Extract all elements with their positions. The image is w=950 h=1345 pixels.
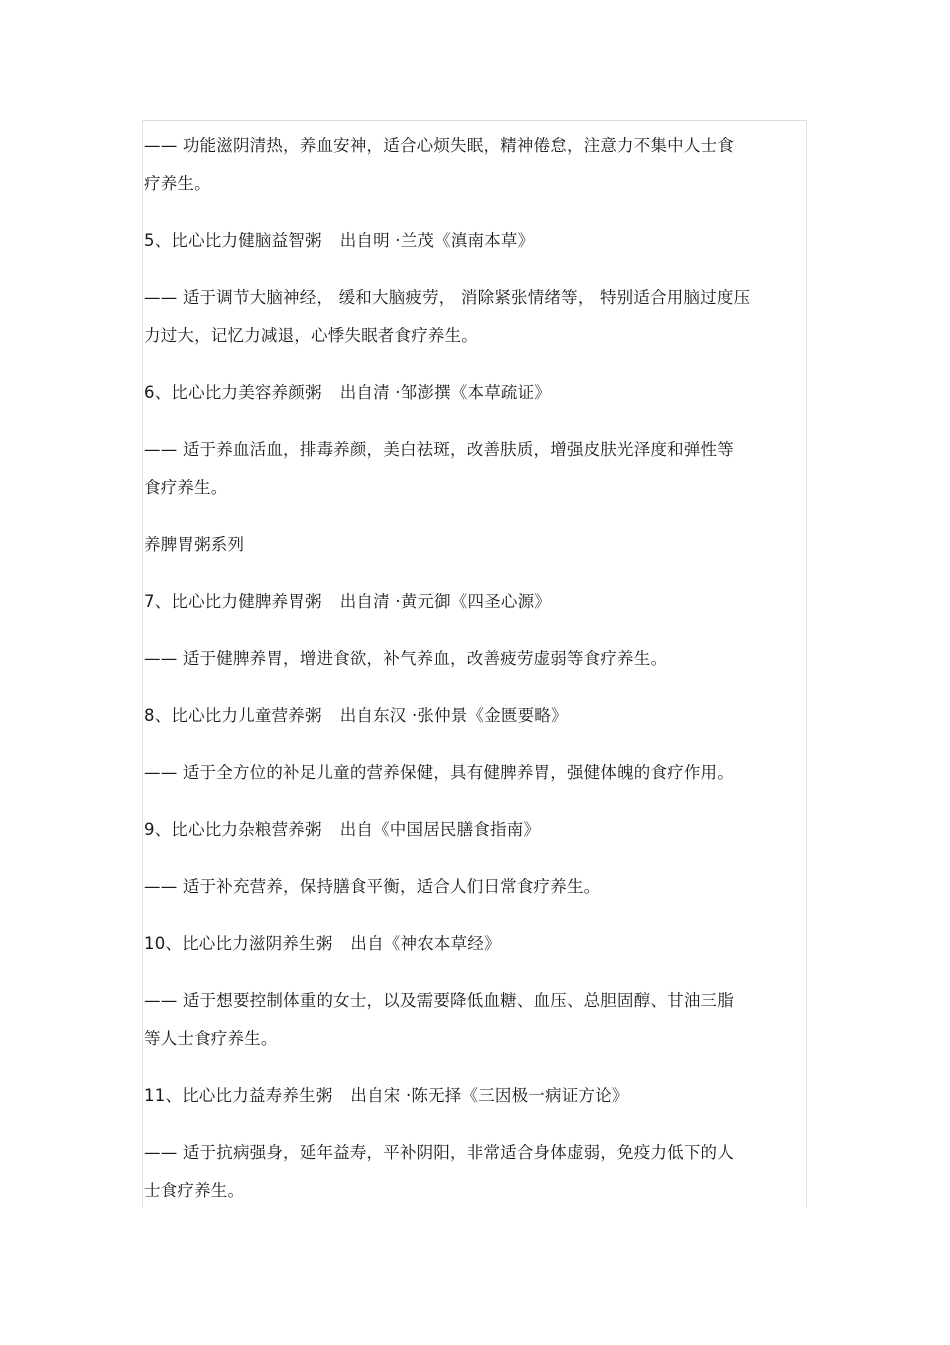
paragraph-description	[144, 279, 799, 355]
item-name: 11、比心比力益寿养生粥	[144, 1086, 333, 1105]
text-line: 力过大，记忆力减退，心悸失眠者食疗养生。	[144, 326, 478, 345]
congee-item-title	[144, 697, 799, 735]
item-name: 6、比心比力美容养颜粥	[144, 383, 322, 402]
congee-item-title	[144, 222, 799, 260]
document-body	[144, 127, 799, 1210]
text-line: 疗养生。	[144, 174, 211, 193]
text-line: —— 适于健脾养胃，增进食欲，补气养血，改善疲劳虚弱等食疗养生。	[144, 649, 668, 668]
text-line: —— 适于抗病强身，延年益寿，平补阴阳，非常适合身体虚弱，免疫力低下的人	[144, 1143, 734, 1162]
text-line: 士食疗养生。	[144, 1181, 245, 1200]
item-name: 8、比心比力儿童营养粥	[144, 706, 322, 725]
item-name: 5、比心比力健脑益智粥	[144, 231, 322, 250]
item-source: 出自清 ·邹澎撰《本草疏证》	[339, 383, 551, 402]
congee-item-title	[144, 583, 799, 621]
item-name: 9、比心比力杂粮营养粥	[144, 820, 322, 839]
congee-item-title	[144, 374, 799, 412]
paragraph-description	[144, 431, 799, 507]
item-source: 出自明 ·兰茂《滇南本草》	[339, 231, 535, 250]
section-heading: 养脾胃粥系列	[144, 535, 245, 554]
text-line: —— 适于养血活血，排毒养颜，美白祛斑，改善肤质，增强皮肤光泽度和弹性等	[144, 440, 734, 459]
congee-item-title	[144, 925, 799, 963]
text-line: —— 功能滋阴清热，养血安神，适合心烦失眠，精神倦怠，注意力不集中人士食	[144, 136, 734, 155]
item-source: 出自《神农本草经》	[350, 934, 501, 953]
congee-item-title	[144, 811, 799, 849]
paragraph-description	[144, 754, 799, 792]
text-line: —— 适于想要控制体重的女士，以及需要降低血糖、血压、总胆固醇、甘油三脂	[144, 991, 734, 1010]
item-source: 出自清 ·黄元御《四圣心源》	[339, 592, 551, 611]
text-line: —— 适于全方位的补足儿童的营养保健，具有健脾养胃，强健体魄的食疗作用。	[144, 763, 734, 782]
item-name: 10、比心比力滋阴养生粥	[144, 934, 333, 953]
item-source: 出自东汉 ·张仲景《金匮要略》	[339, 706, 568, 725]
paragraph-description	[144, 127, 799, 203]
text-line: 食疗养生。	[144, 478, 228, 497]
congee-item-title	[144, 1077, 799, 1115]
text-line: —— 适于调节大脑神经， 缓和大脑疲劳， 消除紧张情绪等， 特别适合用脑过度压	[144, 288, 751, 307]
item-source: 出自《中国居民膳食指南》	[339, 820, 541, 839]
text-line: 等人士食疗养生。	[144, 1029, 278, 1048]
paragraph-description	[144, 640, 799, 678]
item-name: 7、比心比力健脾养胃粥	[144, 592, 322, 611]
paragraph-description	[144, 982, 799, 1058]
text-line: —— 适于补充营养，保持膳食平衡，适合人们日常食疗养生。	[144, 877, 601, 896]
paragraph-description	[144, 868, 799, 906]
item-source: 出自宋 ·陈无择《三因极一病证方论》	[350, 1086, 629, 1105]
paragraph-description	[144, 1134, 799, 1210]
